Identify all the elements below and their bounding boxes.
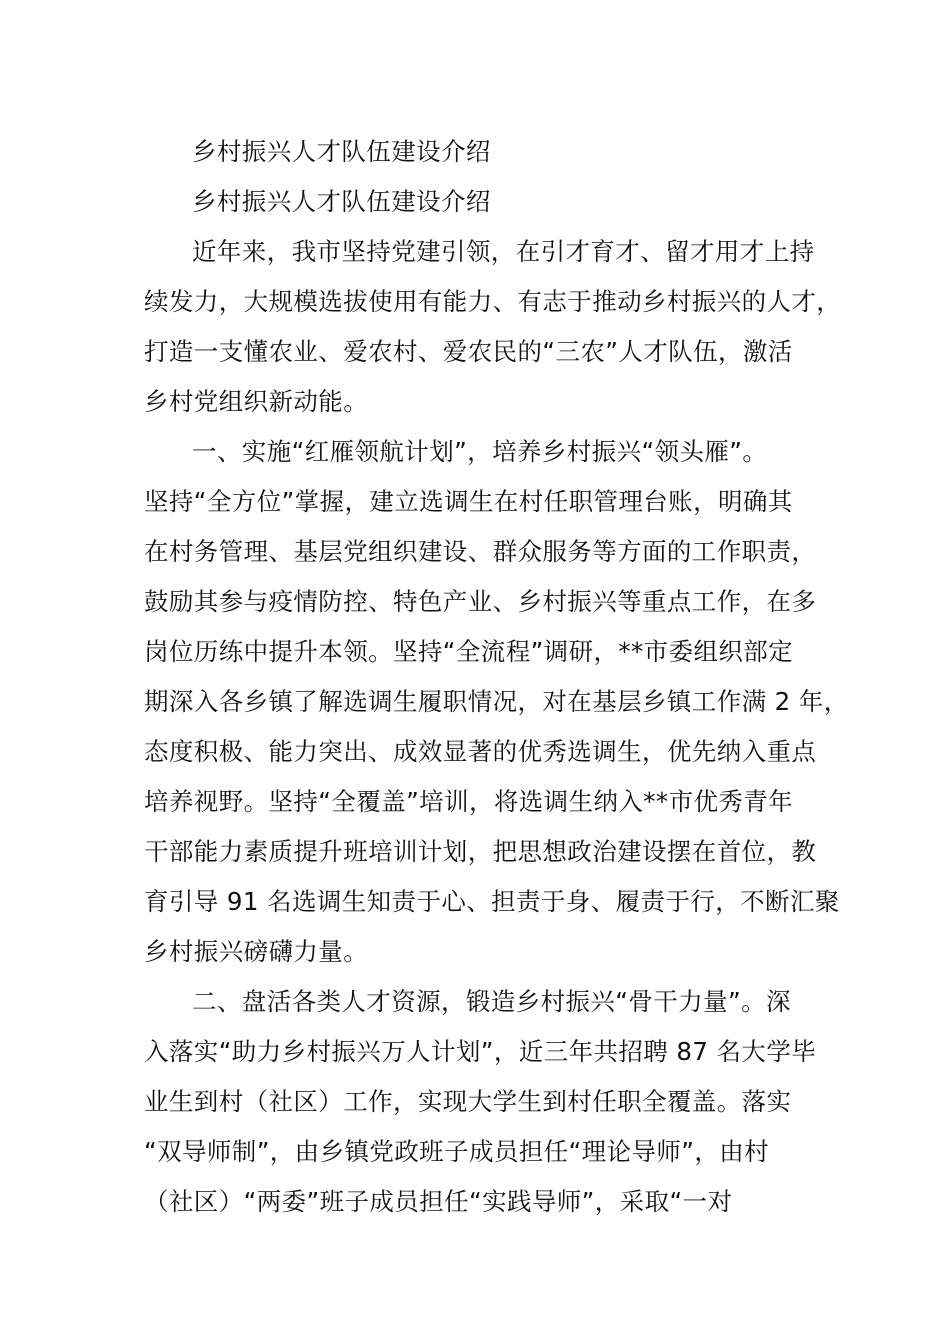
- paragraph-line: 期深入各乡镇了解选调生履职情况，对在基层乡镇工作满 2 年，: [144, 687, 849, 716]
- paragraph-line: 乡村振兴磅礴力量。: [144, 937, 369, 966]
- paragraph-line: 干部能力素质提升班培训计划，把思想政治建设摆在首位，教: [144, 837, 817, 866]
- paragraph-line: 近年来，我市坚持党建引领，在引才育才、留才用才上持: [192, 237, 815, 266]
- document-subtitle: 乡村振兴人才队伍建设介绍: [192, 187, 491, 216]
- paragraph-line: 坚持“全方位”掌握，建立选调生在村任职管理台账，明确其: [144, 487, 793, 516]
- paragraph-line: 鼓励其参与疫情防控、特色产业、乡村振兴等重点工作，在多: [144, 587, 817, 616]
- paragraph-line: 态度积极、能力突出、成效显著的优秀选调生，优先纳入重点: [144, 737, 817, 766]
- paragraph-line: 在村务管理、基层党组织建设、群众服务等方面的工作职责，: [144, 537, 817, 566]
- paragraph-line: 业生到村（社区）工作，实现大学生到村任职全覆盖。落实: [144, 1087, 792, 1116]
- paragraph-line: （社区）“两委”班子成员担任“实践导师”，采取“一对: [144, 1187, 733, 1216]
- paragraph-line: 育引导 91 名选调生知责于心、担责于身、履责于行，不断汇聚: [144, 887, 840, 916]
- paragraph-line: “双导师制”，由乡镇党政班子成员担任“理论导师”，由村: [144, 1137, 770, 1166]
- section-heading-line: 一、实施“红雁领航计划”，培养乡村振兴“领头雁”。: [192, 437, 768, 466]
- paragraph-line: 岗位历练中提升本领。坚持“全流程”调研，**市委组织部定: [144, 637, 794, 666]
- section-heading-line: 二、盘活各类人才资源，锻造乡村振兴“骨干力量”。深: [192, 987, 791, 1016]
- document-title: 乡村振兴人才队伍建设介绍: [192, 137, 491, 166]
- paragraph-line: 续发力，大规模选拔使用有能力、有志于推动乡村振兴的人才，: [144, 287, 842, 316]
- paragraph-line: 培养视野。坚持“全覆盖”培训，将选调生纳入**市优秀青年: [144, 787, 794, 816]
- paragraph-line: 乡村党组织新动能。: [144, 387, 369, 416]
- paragraph-line: 打造一支懂农业、爱农村、爱农民的“三农”人才队伍，激活: [144, 337, 793, 366]
- document-body: [144, 127, 849, 1227]
- paragraph-line: 入落实“助力乡村振兴万人计划”，近三年共招聘 87 名大学毕: [144, 1037, 817, 1066]
